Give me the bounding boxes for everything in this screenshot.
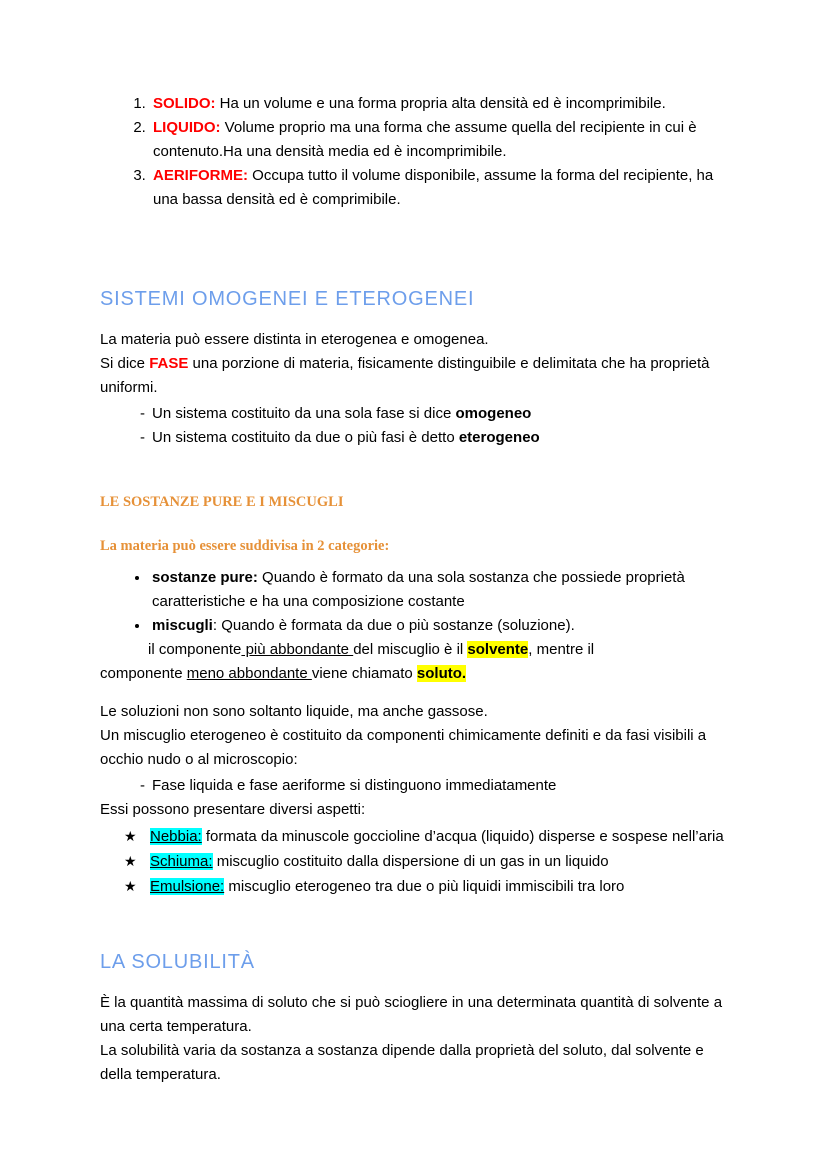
text-run: viene chiamato xyxy=(311,665,417,682)
text-run: Un sistema costituito da una sola fase si dice xyxy=(152,405,456,422)
list-item xyxy=(150,116,732,164)
paragraph-fase xyxy=(100,352,732,400)
text-run: Un sistema costituito da due o più fasi è detto xyxy=(152,429,459,446)
text-run: Ha un volume e una forma propria alta densità ed è incomprimibile. xyxy=(219,95,666,112)
text-run: La materia può essere distinta in eterogenea e omogenea. xyxy=(100,331,489,348)
text-run: : Quando è formata da due o più sostanze (soluzione). xyxy=(212,617,575,634)
list-item xyxy=(140,402,732,426)
paragraph-solvente xyxy=(148,638,732,662)
paragraph-soluzioni xyxy=(100,700,732,724)
text-run: La solubilità varia da sostanza a sostanza dipende dalla proprietà del soluto, dal solvente e della temperatura. xyxy=(100,1042,704,1083)
text-run: miscuglio costituito dalla dispersione di un gas in un liquido xyxy=(212,853,609,870)
text-run: più abbondante xyxy=(241,641,354,658)
heading-solubilita: LA SOLUBILITÀ xyxy=(100,951,255,973)
text-run: SOLIDO: xyxy=(153,95,220,112)
text-run: omogeneo xyxy=(455,405,532,422)
subheading-categorie: La materia può essere suddivisa in 2 categorie: xyxy=(100,538,390,554)
text-run: Un miscuglio eterogeneo è costituito da componenti chimicamente definiti e da fasi visibili a occhio nudo o al microscopio: xyxy=(100,727,707,768)
list-item xyxy=(150,92,732,116)
text-run: il componente xyxy=(148,641,242,658)
aspetti-star-list xyxy=(100,824,732,899)
text-run: È la quantità massima di soluto che si può sciogliere in una determinata quantità di solvente a una certa temperatura. xyxy=(100,994,723,1035)
text-run: Quando è formato da una sola sostanza che possiede proprietà caratteristiche e ha una composizione costante xyxy=(152,569,685,610)
text-run: formata da minuscole goccioline d’acqua (liquido) disperse e sospese nell’aria xyxy=(201,828,724,845)
text-run: meno abbondante xyxy=(186,665,312,682)
text-run: sostanze pure: xyxy=(152,569,263,586)
text-run: Nebbia: xyxy=(150,828,202,845)
paragraph-miscuglio xyxy=(100,724,732,772)
list-item xyxy=(124,849,732,874)
paragraph-solubilita-variazione xyxy=(100,1039,732,1087)
text-run: miscugli xyxy=(152,617,213,634)
text-run: AERIFORME: xyxy=(153,167,253,184)
paragraph-soluto xyxy=(100,662,732,686)
text-run: eterogeneo xyxy=(458,429,540,446)
text-run: una porzione di materia, fisicamente distinguibile e delimitata che ha proprietà uniformi. xyxy=(100,355,710,396)
text-run: Emulsione: xyxy=(150,878,225,895)
text-run: , mentre il xyxy=(528,641,595,658)
list-item xyxy=(150,164,732,212)
heading-sistemi-omogenei: SISTEMI OMOGENEI E ETEROGENEI xyxy=(100,288,475,310)
text-run: Volume proprio ma una forma che assume quella del recipiente in cui è contenuto.Ha una densità media ed è incomprimibile. xyxy=(153,119,697,160)
text-run: FASE xyxy=(149,355,189,372)
text-run: Schiuma: xyxy=(150,853,213,870)
text-run: Si dice xyxy=(100,355,150,372)
list-item xyxy=(150,614,732,638)
categorie-bullet-list xyxy=(100,566,732,638)
heading-sostanze-pure: LE SOSTANZE PURE E I MISCUGLI xyxy=(100,494,344,510)
paragraph-materia xyxy=(100,328,732,352)
list-item xyxy=(124,874,732,899)
paragraph-solubilita-definizione xyxy=(100,991,732,1039)
list-item xyxy=(150,566,732,614)
states-of-matter-list xyxy=(100,92,732,212)
text-run: componente xyxy=(100,665,187,682)
fase-dash-list xyxy=(100,402,732,450)
text-run: miscuglio eterogeneo tra due o più liquidi immiscibili tra loro xyxy=(224,878,625,895)
text-run: LIQUIDO: xyxy=(153,119,225,136)
text-run: Occupa tutto il volume disponibile, assume la forma del recipiente, ha una bassa densità ed è comprimibile. xyxy=(153,167,714,208)
paragraph-aspetti xyxy=(100,798,732,822)
text-run: Le soluzioni non sono soltanto liquide, ma anche gassose. xyxy=(100,703,488,720)
text-run: solvente xyxy=(467,641,529,658)
miscuglio-dash-list xyxy=(100,774,732,798)
text-run: soluto. xyxy=(416,665,467,682)
list-item xyxy=(140,774,732,798)
list-item xyxy=(124,824,732,849)
text-run: Essi possono presentare diversi aspetti: xyxy=(100,801,366,818)
list-item xyxy=(140,426,732,450)
text-run: Fase liquida e fase aeriforme si distinguono immediatamente xyxy=(152,777,557,794)
text-run: del miscuglio è il xyxy=(353,641,468,658)
